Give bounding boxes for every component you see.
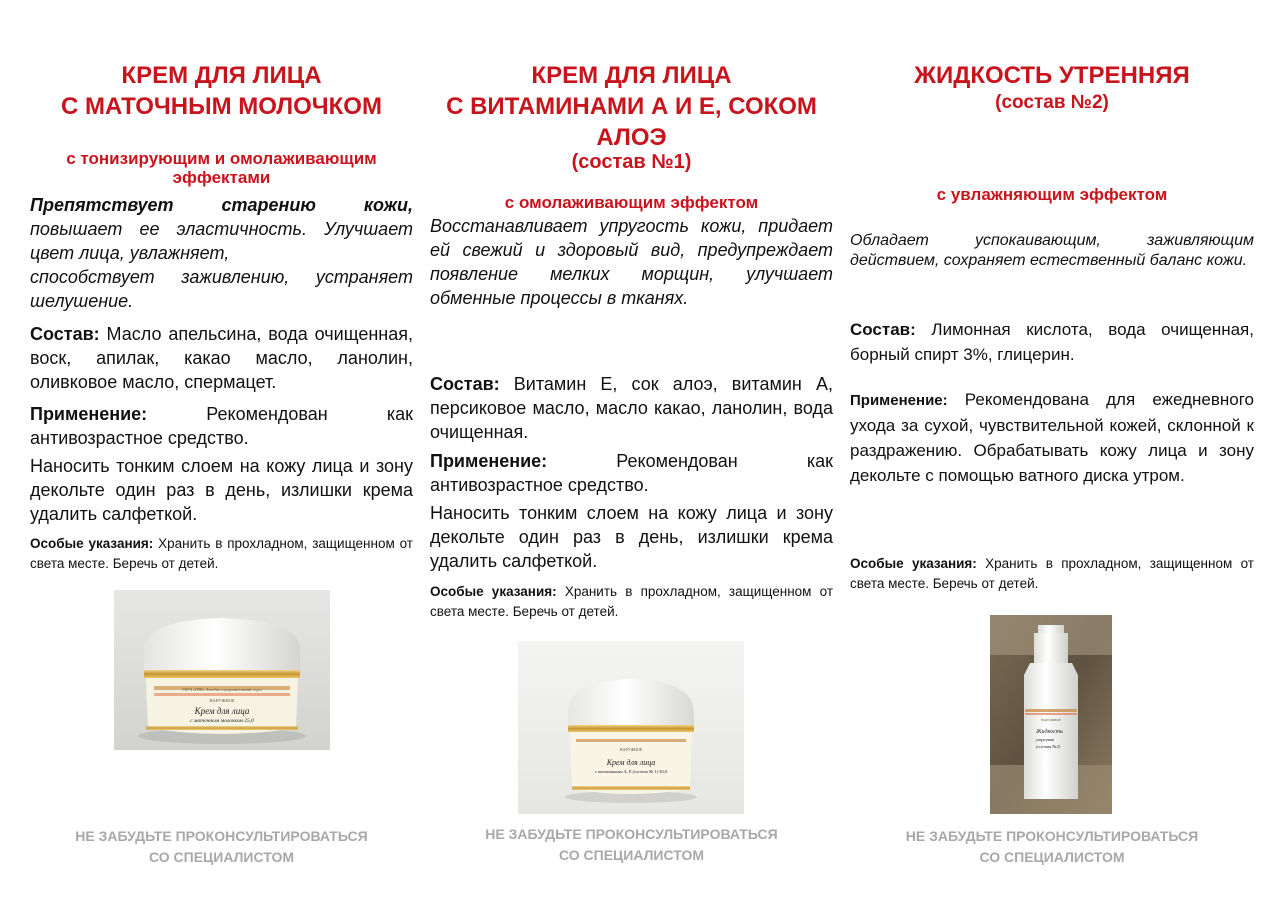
jar-label-top: ГКУЗ «ГВН» Лечебно-оздоровительный отдел bbox=[182, 687, 262, 692]
jar-label-sub: с витаминами А, Е (состав № 1) 50,0 bbox=[595, 769, 667, 774]
product-title: ЖИДКОСТЬ УТРЕННЯЯ bbox=[914, 62, 1190, 89]
special-notes: Особые указания: Хранить в прохладном, защищенном от света месте. Беречь от детей. bbox=[30, 536, 413, 571]
composition: Состав: Масло апельсина, вода очищенная, воск, апилак, какао масло, ланолин, оливковое масло, спермацет. bbox=[30, 324, 413, 392]
composition-number: (состав №1) bbox=[571, 151, 692, 173]
description: Восстанавливает упругость кожи, придает ей свежий и здоровый вид, предупреждает появление мелких морщин, улучшает обменные процессы в тканях. bbox=[430, 216, 833, 308]
effect-heading: с увлажняющим эффектом bbox=[936, 185, 1168, 204]
footer-reminder: НЕ ЗАБУДЬТЕ ПРОКОНСУЛЬТИРОВАТЬСЯ СО СПЕЦИАЛИСТОМ bbox=[75, 828, 368, 865]
footer-reminder: НЕ ЗАБУДЬТЕ ПРОКОНСУЛЬТИРОВАТЬСЯ СО СПЕЦИАЛИСТОМ bbox=[905, 828, 1199, 865]
description: Обладает успокаивающим, заживляющим действием, сохраняет естественный баланс кожи. bbox=[850, 232, 1254, 269]
bottle-label-sub2: (состав №2) bbox=[1036, 744, 1061, 749]
jar-label-sub: с маточным молочком 25,0 bbox=[190, 718, 254, 724]
bottle-label-sub: утренняя bbox=[1036, 737, 1055, 742]
special-notes: Особые указания: Хранить в прохладном, защищенном от света месте. Беречь от детей. bbox=[430, 584, 834, 619]
product-photo-jar bbox=[114, 590, 330, 750]
column-royal-jelly-cream bbox=[30, 0, 413, 905]
usage: Применение: Рекомендован как антивозрастное средство. Наносить тонким слоем на кожу лица и зону декольте один раз в день, излишки крема удалить салфеткой. bbox=[430, 451, 833, 571]
jar-label-name: Крем для лица bbox=[606, 758, 656, 767]
composition: Состав: Лимонная кислота, вода очищенная, борный спирт 3%, глицерин. bbox=[850, 320, 1254, 364]
product-title: КРЕМ ДЛЯ ЛИЦА С ВИТАМИНАМИ А И Е, СОКОМ АЛОЭ bbox=[446, 62, 817, 151]
bottle-label-name: Жидкость bbox=[1036, 729, 1063, 735]
column-morning-liquid bbox=[850, 0, 1254, 905]
description: Препятствует старению кожи, повышает ее эластичность. Улучшает цвет лица, увлажняет, способствует заживлению, устраняет шелушение. bbox=[30, 195, 413, 311]
footer-reminder: НЕ ЗАБУДЬТЕ ПРОКОНСУЛЬТИРОВАТЬСЯ СО СПЕЦИАЛИСТОМ bbox=[485, 826, 778, 863]
product-photo-jar bbox=[518, 641, 744, 814]
effect-heading: с тонизирующим и омолаживающим эффектами bbox=[66, 149, 377, 187]
jar-label-name: Крем для лица bbox=[194, 706, 250, 716]
composition: Состав: Витамин Е, сок алоэ, витамин А, персиковое масло, масло какао, ланолин, вода очищенная. bbox=[430, 374, 833, 442]
effect-heading: с омолаживающим эффектом bbox=[504, 193, 759, 212]
usage: Применение: Рекомендована для ежедневного ухода за сухой, чувствительной кожей, склонной к раздражению. Обрабатывать кожу лица и зону декольте с помощью ватного диска утром. bbox=[850, 390, 1254, 485]
bottle-label-small: НАРУЖНОЕ bbox=[1041, 718, 1061, 722]
composition-number: (состав №2) bbox=[995, 92, 1109, 113]
jar-label-small: НАРУЖНОЕ bbox=[209, 698, 235, 703]
column-vitamin-cream bbox=[430, 0, 833, 905]
usage: Применение: Рекомендован как антивозрастное средство. Наносить тонким слоем на кожу лица и зону декольте один раз в день, излишки крема удалить салфеткой. bbox=[30, 404, 413, 524]
special-notes: Особые указания: Хранить в прохладном, защищенном от света месте. Беречь от детей. bbox=[850, 556, 1254, 591]
jar-label-small: НАРУЖНОЕ bbox=[619, 747, 643, 752]
product-photo-bottle bbox=[990, 615, 1112, 814]
product-title: КРЕМ ДЛЯ ЛИЦА С МАТОЧНЫМ МОЛОЧКОМ bbox=[61, 62, 382, 120]
